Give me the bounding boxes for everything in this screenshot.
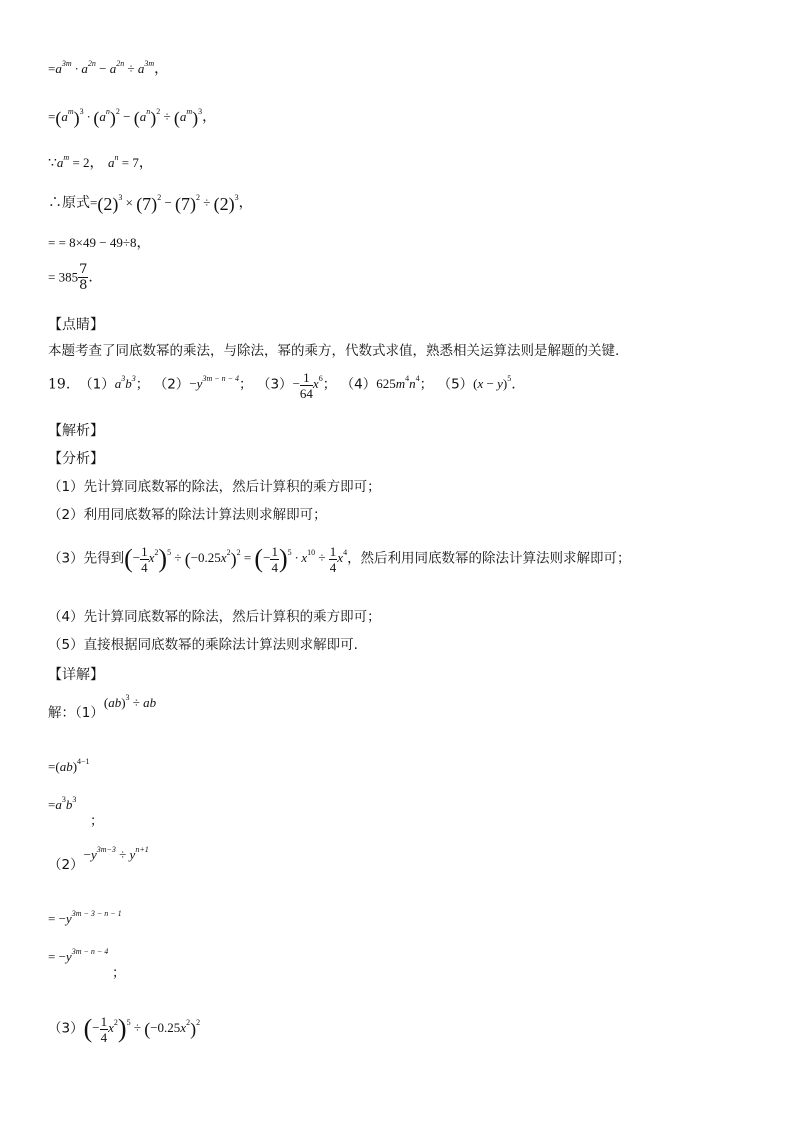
analysis-item-1: （1）先计算同底数幂的除法，然后计算积的乘方即可； (48, 479, 381, 495)
solution-1-line: 解：（1）(ab)$^3$ ÷ ab (48, 693, 157, 721)
solution-2-step-1: = $-y^{3m - 3 - n - 1}$ (48, 909, 122, 926)
solution-1-step-1: =(ab)$^{4-1}$ (48, 757, 90, 774)
q19-answer-line: 19. $(1)a^3b^3$； $(2)-y^{3m - n - 4}$； （3）− $\frac{1}{64}$ $x^6$； $(4)625m^4n^4$； $(5)(x - y)^5$. (48, 370, 516, 401)
math-line-2: $=(a^m)^3 \cdot (a^n)^2 - (a^n)^2 \div (a^m)^3$， (48, 107, 217, 129)
solution-2-semicolon: ； (112, 965, 126, 981)
analysis-item-2: （2）利用同底数幂的除法计算法则求解即可； (48, 507, 327, 523)
section-xiangjie-title: 【详解】 (48, 667, 104, 683)
math-line-4: ∴原式$=(2)^3 \times (7)^2 - (7)^2 \div (2)^3$， (48, 193, 253, 215)
math-line-5: = = 8×49 − 49÷8， (48, 235, 151, 251)
section-dianjing-title: 【点睛】 (48, 317, 104, 333)
analysis-item-5: （5）直接根据同底数幂的乘除法计算法则求解即可. (48, 637, 358, 653)
math-line-3: $\because a^m = 2$， $a^n = 7$， (48, 153, 153, 171)
solution-2-line: $(2)-y^{3m-3} \div y^{n+1}$ (48, 845, 149, 873)
analysis-item-4: （4）先计算同底数幂的除法，然后计算积的乘方即可； (48, 609, 381, 625)
solution-2-step-2: = $-y^{3m - n - 4}$ (48, 947, 109, 964)
solution-1-step-2: $=a^3b^3$ (48, 795, 77, 812)
analysis-item-3: （3）先得到(− $\frac{1}{4}$ $x^2)^5 \div (-0.25x^2)^2$ = (− $\frac{1}{4}$ )$^5 \cdot x^{10}$ ÷ $\frac{1}{4}$ $x^4$，然后利用同底数幂的除法计算法则求解即可； (48, 544, 631, 575)
solution-3-line: （3）(− $\frac{1}{4}$ $x^2)^5 \div (-0.25x^2)^2$ (48, 1014, 201, 1045)
section-jiexi-title: 【解析】 (48, 423, 104, 439)
section-fenxi-title: 【分析】 (48, 451, 104, 467)
math-line-6: = 385 $\frac{7}{8}$ . (48, 262, 93, 293)
dianjing-text: 本题考查了同底数幂的乘法，与除法，幂的乘方，代数式求值，熟悉相关运算法则是解题的关键. (48, 343, 620, 359)
solution-1-semicolon: ； (90, 813, 104, 829)
math-line-1: $=a^{3m} \cdot a^{2n} - a^{2n} \div a^{3m}$， (48, 59, 169, 77)
